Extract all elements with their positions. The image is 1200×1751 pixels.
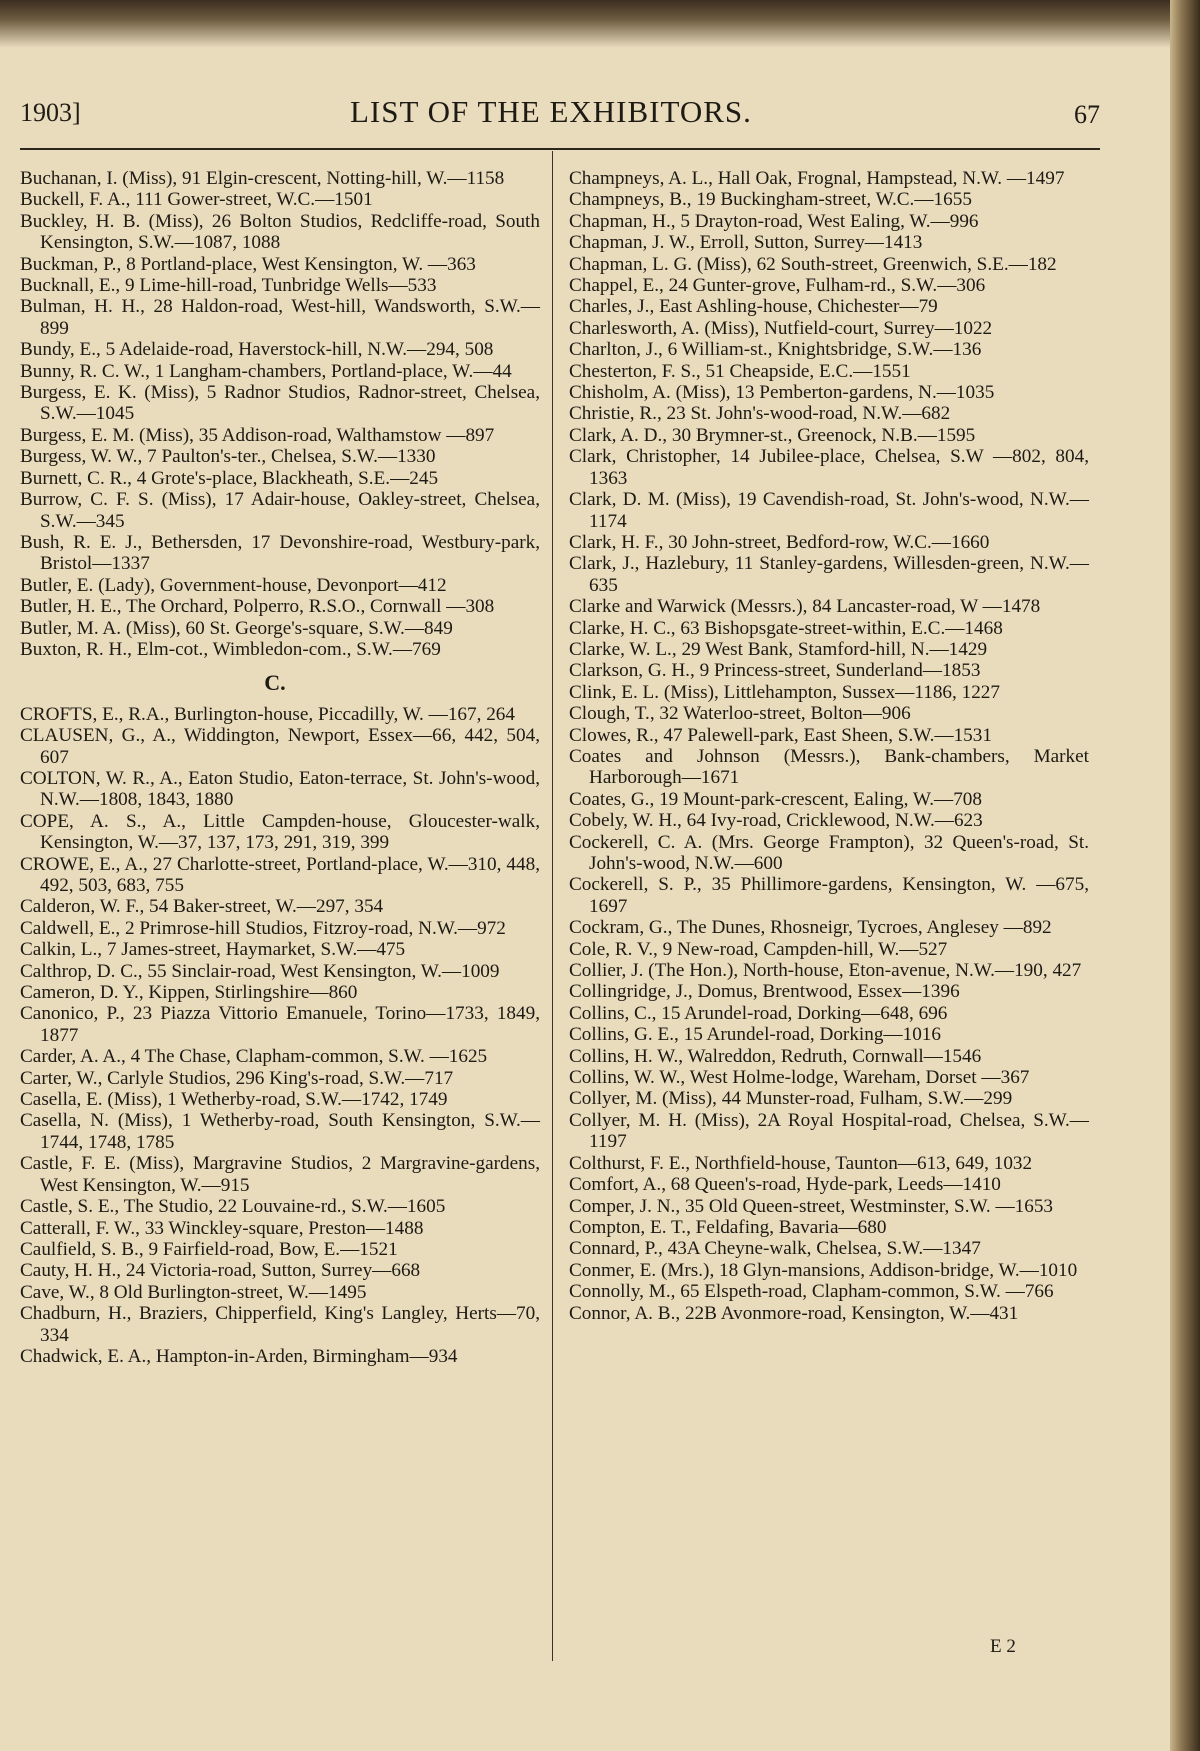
page-header [20, 94, 1100, 138]
header-rule [20, 148, 1100, 150]
exhibitor-entry: Caldwell, E., 2 Primrose-hill Studios, Fitzroy-road, N.W.—972 [20, 917, 506, 939]
exhibitor-entry: Carder, A. A., 4 The Chase, Clapham-common, S.W. —1625 [20, 1046, 488, 1068]
exhibitor-entry: Cockerell, C. A. (Mrs. George Frampton), 32 Queen's-road, St. John's-wood, N.W.—600 [569, 831, 1089, 874]
exhibitor-entry: Calderon, W. F., 54 Baker-street, W.—297, 354 [20, 896, 384, 918]
column-divider [552, 151, 553, 1661]
exhibitor-entry: Bunny, R. C. W., 1 Langham-chambers, Portland-place, W.—44 [20, 360, 512, 382]
page-number: 67 [1074, 100, 1100, 129]
exhibitor-entry: Butler, H. E., The Orchard, Polperro, R.S.O., Cornwall —308 [20, 596, 495, 618]
right-column [569, 168, 1089, 1324]
signature-mark: E 2 [990, 1636, 1016, 1657]
exhibitor-entry: Clarke, H. C., 63 Bishopsgate-street-within, E.C.—1468 [569, 617, 1003, 639]
exhibitor-entry: Calkin, L., 7 James-street, Haymarket, S.W.—475 [20, 939, 406, 961]
page-title: LIST OF THE EXHIBITORS. [350, 94, 752, 129]
exhibitor-entry: Comfort, A., 68 Queen's-road, Hyde-park, Leeds—1410 [569, 1174, 1001, 1196]
exhibitor-entry: Bulman, H. H., 28 Haldon-road, West-hill, Wandsworth, S.W.—899 [20, 296, 540, 339]
exhibitor-entry: Conmer, E. (Mrs.), 18 Glyn-mansions, Addison-bridge, W.—1010 [569, 1259, 1078, 1281]
exhibitor-entry: Connor, A. B., 22B Avonmore-road, Kensington, W.—431 [569, 1302, 1019, 1324]
exhibitor-entry: Collins, C., 15 Arundel-road, Dorking—648, 696 [569, 1002, 948, 1024]
exhibitor-entry: CROWE, E., A., 27 Charlotte-street, Portland-place, W.—310, 448, 492, 503, 683, 755 [20, 853, 540, 896]
exhibitor-entry: Collins, G. E., 15 Arundel-road, Dorking—1016 [569, 1024, 941, 1046]
exhibitor-entry: CROFTS, E., R.A., Burlington-house, Piccadilly, W. —167, 264 [20, 703, 515, 725]
exhibitor-entry: Catterall, F. W., 33 Winckley-square, Preston—1488 [20, 1217, 424, 1239]
exhibitor-entry: Bush, R. E. J., Bethersden, 17 Devonshire-road, Westbury-park, Bristol—1337 [20, 531, 540, 575]
exhibitor-entry: Burnett, C. R., 4 Grote's-place, Blackheath, S.E.—245 [20, 467, 439, 489]
exhibitor-entry: Cauty, H. H., 24 Victoria-road, Sutton, Surrey—668 [20, 1260, 421, 1282]
exhibitor-entry: COLTON, W. R., A., Eaton Studio, Eaton-terrace, St. John's-wood, N.W.—1808, 1843, 1880 [20, 767, 540, 811]
exhibitor-entry: Chapman, H., 5 Drayton-road, West Ealing, W.—996 [569, 210, 979, 232]
exhibitor-entry: Chapman, L. G. (Miss), 62 South-street, Greenwich, S.E.—182 [569, 253, 1057, 275]
exhibitor-entry: Buxton, R. H., Elm-cot., Wimbledon-com., S.W.—769 [20, 638, 441, 660]
exhibitor-entry: Colthurst, F. E., Northfield-house, Taunton—613, 649, 1032 [569, 1152, 1033, 1174]
exhibitor-entry: Clink, E. L. (Miss), Littlehampton, Sussex—1186, 1227 [569, 681, 1000, 703]
exhibitor-entry: Christie, R., 23 St. John's-wood-road, N.W.—682 [569, 403, 951, 425]
exhibitor-entry: Cobely, W. H., 64 Ivy-road, Cricklewood, N.W.—623 [569, 810, 983, 832]
exhibitor-entry: Collins, H. W., Walreddon, Redruth, Cornwall—1546 [569, 1045, 982, 1067]
exhibitor-entry: Cockerell, S. P., 35 Phillimore-gardens, Kensington, W. —675, 1697 [569, 874, 1089, 917]
exhibitor-entry: Burgess, E. K. (Miss), 5 Radnor Studios, Radnor-street, Chelsea, S.W.—1045 [20, 382, 540, 425]
exhibitor-entry: Clarkson, G. H., 9 Princess-street, Sunderland—1853 [569, 660, 981, 682]
exhibitor-entry: Clark, A. D., 30 Brymner-st., Greenock, N.B.—1595 [569, 424, 976, 446]
exhibitor-entry: Cole, R. V., 9 New-road, Campden-hill, W.—527 [569, 938, 948, 960]
exhibitor-entry: Comper, J. N., 35 Old Queen-street, Westminster, S.W. —1653 [569, 1195, 1054, 1217]
exhibitor-entry: Charlesworth, A. (Miss), Nutfield-court, Surrey—1022 [569, 317, 993, 339]
exhibitor-entry: Cave, W., 8 Old Burlington-street, W.—1495 [20, 1281, 367, 1303]
exhibitor-entry: Collyer, M. (Miss), 44 Munster-road, Fulham, S.W.—299 [569, 1088, 1013, 1110]
exhibitor-entry: Chapman, J. W., Erroll, Sutton, Surrey—1413 [569, 232, 923, 254]
exhibitor-entry: CLAUSEN, G., A., Widdington, Newport, Essex—66, 442, 504, 607 [20, 725, 540, 768]
exhibitor-entry: Bucknall, E., 9 Lime-hill-road, Tunbridge Wells—533 [20, 275, 437, 297]
exhibitor-entry: Castle, S. E., The Studio, 22 Louvaine-rd., S.W.—1605 [20, 1196, 446, 1218]
exhibitor-entry: Champneys, B., 19 Buckingham-street, W.C.—1655 [569, 189, 972, 211]
exhibitor-entry: Clark, J., Hazlebury, 11 Stanley-gardens, Willesden-green, N.W.—635 [569, 553, 1089, 596]
exhibitor-entry: Collier, J. (The Hon.), North-house, Eton-avenue, N.W.—190, 427 [569, 960, 1082, 982]
page-top-shadow [0, 0, 1170, 48]
exhibitor-entry: Clarke and Warwick (Messrs.), 84 Lancaster-road, W —1478 [569, 596, 1041, 618]
exhibitor-entry: Butler, E. (Lady), Government-house, Devonport—412 [20, 574, 447, 596]
exhibitor-entry: Collins, W. W., West Holme-lodge, Wareham, Dorset —367 [569, 1067, 1030, 1089]
header-year: 1903] [20, 98, 81, 127]
exhibitor-entry: Clarke, W. L., 29 West Bank, Stamford-hill, N.—1429 [569, 638, 988, 660]
exhibitor-entry: Casella, N. (Miss), 1 Wetherby-road, South Kensington, S.W.—1744, 1748, 1785 [20, 1110, 540, 1153]
exhibitor-entry: Buckell, F. A., 111 Gower-street, W.C.—1501 [20, 189, 373, 211]
exhibitor-entry: Chisholm, A. (Miss), 13 Pemberton-gardens, N.—1035 [569, 382, 995, 404]
exhibitor-entry: Bundy, E., 5 Adelaide-road, Haverstock-hill, N.W.—294, 508 [20, 339, 494, 361]
exhibitor-entry: Canonico, P., 23 Piazza Vittorio Emanuele, Torino—1733, 1849, 1877 [20, 1003, 540, 1046]
left-entries-b [20, 704, 540, 1368]
exhibitor-entry: Clark, D. M. (Miss), 19 Cavendish-road, St. John's-wood, N.W.—1174 [569, 489, 1089, 532]
exhibitor-entry: Burrow, C. F. S. (Miss), 17 Adair-house, Oakley-street, Chelsea, S.W.—345 [20, 489, 540, 532]
left-column [20, 168, 540, 1367]
exhibitor-entry: Cameron, D. Y., Kippen, Stirlingshire—860 [20, 982, 358, 1004]
exhibitor-entry: Carter, W., Carlyle Studios, 296 King's-road, S.W.—717 [20, 1067, 454, 1089]
exhibitor-entry: Charles, J., East Ashling-house, Chichester—79 [569, 296, 938, 318]
exhibitor-entry: Butler, M. A. (Miss), 60 St. George's-square, S.W.—849 [20, 617, 453, 639]
exhibitor-entry: Clowes, R., 47 Palewell-park, East Sheen, S.W.—1531 [569, 724, 992, 746]
exhibitor-entry: Burgess, E. M. (Miss), 35 Addison-road, Walthamstow —897 [20, 424, 495, 446]
section-letter-c: C. [264, 670, 286, 696]
exhibitor-entry: Clark, H. F., 30 John-street, Bedford-row, W.C.—1660 [569, 531, 990, 553]
exhibitor-entry: Castle, F. E. (Miss), Margravine Studios, 2 Margravine-gardens, West Kensington, W.—915 [20, 1153, 540, 1196]
right-entries [569, 168, 1089, 1324]
page-edge [1170, 0, 1200, 1751]
exhibitor-entry: Collyer, M. H. (Miss), 2A Royal Hospital-road, Chelsea, S.W.—1197 [569, 1109, 1089, 1153]
exhibitor-entry: Charlton, J., 6 William-st., Knightsbridge, S.W.—136 [569, 339, 982, 361]
exhibitor-entry: Connolly, M., 65 Elspeth-road, Clapham-common, S.W. —766 [569, 1281, 1054, 1303]
exhibitor-entry: Buchanan, I. (Miss), 91 Elgin-crescent, Notting-hill, W.—1158 [20, 168, 505, 189]
exhibitor-entry: Chadwick, E. A., Hampton-in-Arden, Birmingham—934 [20, 1345, 458, 1367]
exhibitor-entry: Clough, T., 32 Waterloo-street, Bolton—906 [569, 703, 911, 725]
left-entries-a [20, 168, 540, 660]
exhibitor-entry: Compton, E. T., Feldafing, Bavaria—680 [569, 1216, 887, 1238]
exhibitor-entry: Chadburn, H., Braziers, Chipperfield, King's Langley, Herts—70, 334 [20, 1303, 540, 1346]
exhibitor-entry: Champneys, A. L., Hall Oak, Frognal, Hampstead, N.W. —1497 [569, 168, 1065, 189]
exhibitor-entry: Collingridge, J., Domus, Brentwood, Essex—1396 [569, 981, 960, 1003]
exhibitor-entry: Chappel, E., 24 Gunter-grove, Fulham-rd., S.W.—306 [569, 275, 986, 297]
exhibitor-entry: Clark, Christopher, 14 Jubilee-place, Chelsea, S.W —802, 804, 1363 [569, 446, 1089, 489]
exhibitor-entry: COPE, A. S., A., Little Campden-house, Gloucester-walk, Kensington, W.—37, 137, 173, 291, 319, 399 [20, 810, 540, 854]
exhibitor-entry: Coates and Johnson (Messrs.), Bank-chambers, Market Harborough—1671 [569, 745, 1089, 789]
exhibitor-entry: Chesterton, F. S., 51 Cheapside, E.C.—1551 [569, 360, 911, 382]
exhibitor-entry: Casella, E. (Miss), 1 Wetherby-road, S.W.—1742, 1749 [20, 1089, 448, 1111]
exhibitor-entry: Caulfield, S. B., 9 Fairfield-road, Bow, E.—1521 [20, 1238, 398, 1260]
exhibitor-entry: Cockram, G., The Dunes, Rhosneigr, Tycroes, Anglesey —892 [569, 917, 1052, 939]
exhibitor-entry: Buckley, H. B. (Miss), 26 Bolton Studios, Redcliffe-road, South Kensington, S.W.—1087, 1088 [20, 210, 540, 254]
exhibitor-entry: Buckman, P., 8 Portland-place, West Kensington, W. —363 [20, 253, 476, 275]
exhibitor-entry: Calthrop, D. C., 55 Sinclair-road, West Kensington, W.—1009 [20, 960, 500, 982]
exhibitor-entry: Coates, G., 19 Mount-park-crescent, Ealing, W.—708 [569, 788, 982, 810]
exhibitor-entry: Burgess, W. W., 7 Paulton's-ter., Chelsea, S.W.—1330 [20, 446, 436, 468]
exhibitor-entry: Connard, P., 43A Cheyne-walk, Chelsea, S.W.—1347 [569, 1238, 981, 1260]
